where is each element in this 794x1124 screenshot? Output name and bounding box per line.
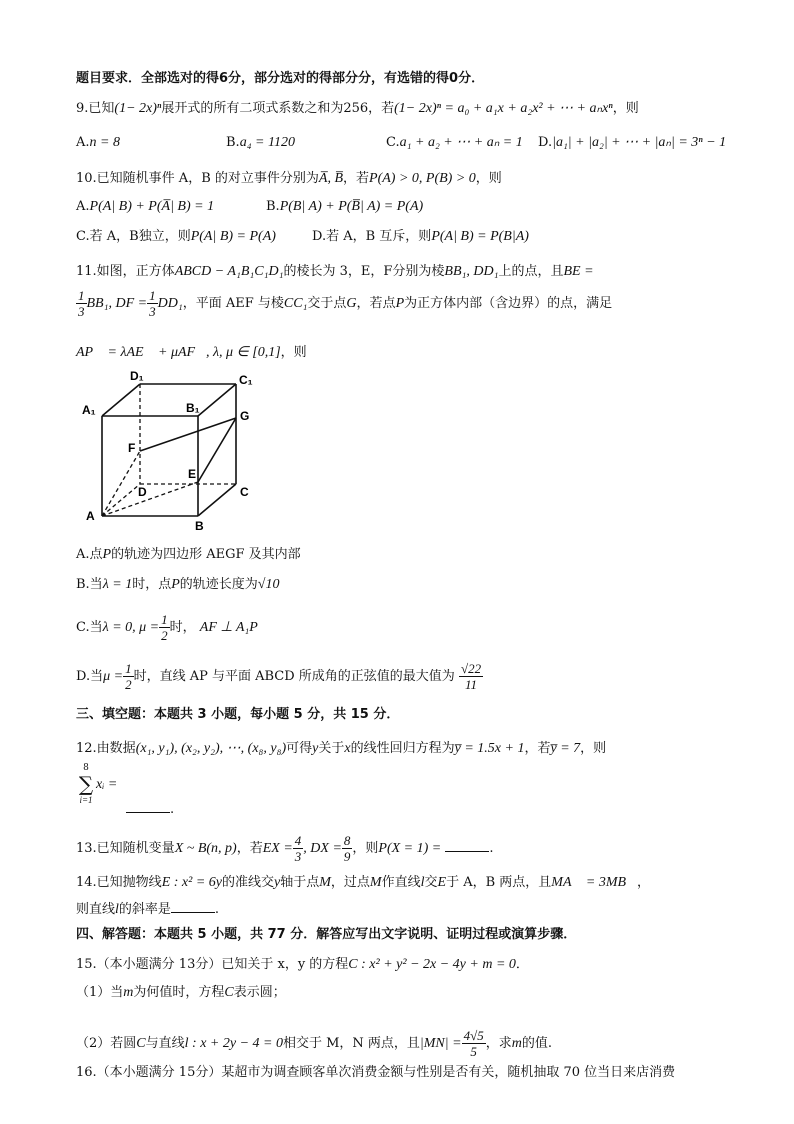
label-d: D [138, 485, 147, 499]
q15-stem: 15.（本小题满分 13分）已知关于 x，y 的方程C : x² + y² − 2x − 4y + m = 0． [76, 957, 529, 972]
math: (1− 2x)ⁿ [114, 101, 162, 116]
label-d1: D₁ [130, 369, 144, 383]
q9-option-b: B.a₄ = 1120 [226, 135, 295, 150]
q11-option-c: C.当λ = 0, μ = $\frac{1}{2}$ 时， AF ⊥ A₁P [76, 612, 258, 643]
q9-option-c: C.a₁ + a₂ + ⋯ + aₙ = 1 [386, 135, 523, 150]
q11-stem-line1: 11.如图，正方体ABCD − A₁B₁C₁D₁的棱长为 3，E，F分别为棱BB₁, DD₁上的点，且BE = [76, 264, 594, 279]
math: (1− 2x)ⁿ = a₀ + a₁x + a₂x² + ⋯ + aₙxⁿ [394, 101, 613, 116]
q14-stem: 14.已知抛物线E : x² = 6y的准线交y轴于点M，过点M作直线l交E于 A，B 两点，且MA⃗ = 3MB⃗， [76, 875, 650, 890]
q10-option-b: B.P(B| A) + P(B̅| A) = P(A) [266, 199, 424, 214]
q16-stem: 16.（本小题满分 15分）某超市为调查顾客单次消费金额与性别是否有关，随机抽取 70 位当日来店消费 [76, 1065, 676, 1080]
q12-answer-blank[interactable]: . [126, 800, 174, 819]
fraction: $\frac{8}{9}$ [343, 833, 351, 864]
q11-option-a: A.点P的轨迹为四边形 AEGF 及其内部 [76, 547, 301, 562]
label-a: A [86, 509, 95, 523]
label-c: C [240, 485, 249, 499]
fraction: $\frac{√22}{11}$ [460, 661, 482, 692]
q15-part1: （1）当m为何值时，方程C表示圆； [76, 985, 286, 1000]
fraction: $\frac{4√5}{5}$ [463, 1028, 484, 1059]
section-3-heading: 三、填空题：本题共 3 小题，每小题 5 分，共 15 分． [76, 707, 400, 722]
q10-option-a: A.P(A| B) + P(A̅| B) = 1 [76, 199, 215, 214]
fraction: $\frac{1}{3}$ [149, 288, 156, 319]
section-4-heading: 四、解答题：本题共 5 小题，共 77 分．解答应写出文字说明、证明过程或演算步骤． [76, 927, 577, 942]
label-b: B [195, 519, 204, 533]
q9-option-d: D.|a₁| + |a₂| + ⋯ + |aₙ| = 3ⁿ − 1 [538, 135, 727, 150]
q14-answer-blank[interactable] [171, 900, 215, 913]
q12-sum-expr: xᵢ = [96, 777, 118, 792]
label-c1: C₁ [239, 373, 253, 387]
summation: 8 ∑ i=1 [78, 763, 94, 805]
q11-stem-line3: AP⃗ = λAE⃗ + μAF⃗, λ, μ ∈ [0,1]，则 [76, 345, 307, 360]
q11-stem-line2: $\frac{1}{3}$ BB₁, DF = $\frac{1}{3}$ DD₁，平面 AEF 与棱CC₁交于点G，若点P为正方体内部（含边界）的点，满足 [78, 288, 613, 319]
q11-option-b: B.当λ = 1时，点P的轨迹长度为√10 [76, 577, 280, 592]
label-e: E [188, 467, 197, 481]
fraction: $\frac{1}{2}$ [125, 661, 132, 692]
label-b1: B₁ [186, 401, 200, 415]
label-g: G [240, 409, 250, 423]
fraction: $\frac{4}{3}$ [294, 833, 302, 864]
q10-option-c: C.若 A，B独立，则P(A| B) = P(A) [76, 229, 276, 244]
q13-stem: 13.已知随机变量X ~ B(n, p)，若EX = $\frac{4}{3}$ , DX = $\frac{8}{9}$ ，则P(X = 1) = . [76, 833, 494, 864]
instructions-text: 题目要求．全部选对的得6分，部分选对的得部分分，有选错的得0分． [76, 71, 485, 86]
q14-stem-line2: 则直线l的斜率是 . [76, 902, 220, 917]
q10-option-d: D.若 A，B 互斥，则P(A| B) = P(B|A) [312, 229, 529, 244]
q15-part2: （2）若圆C与直线l : x + 2y − 4 = 0相交于 M，N 两点，且|MN| = $\frac{4√5}{5}$ ，求m的值. [76, 1028, 552, 1059]
q12-stem: 12.由数据(x₁, y₁), (x₂, y₂), ⋯, (x₈, y₈)可得y关于x的线性回归方程为y̅ = 1.5x + 1，若y̅ = 7，则 [76, 741, 607, 756]
cube-figure [78, 368, 278, 540]
label-f: F [128, 441, 136, 455]
q9-option-a: A.n = 8 [76, 135, 120, 150]
fraction: $\frac{1}{2}$ [161, 612, 168, 643]
fraction: $\frac{1}{3}$ [78, 288, 85, 319]
q10-stem: 10.已知随机事件 A，B 的对立事件分别为A̅, B̅，若P(A) > 0, P(B) > 0，则 [76, 171, 502, 186]
q13-answer-blank[interactable] [445, 839, 489, 852]
label-a1: A₁ [82, 403, 96, 417]
q9-stem: 9.已知(1− 2x)ⁿ展开式的所有二项式系数之和为256，若(1− 2x)ⁿ = a₀ + a₁x + a₂x² + ⋯ + aₙxⁿ，则 [76, 101, 639, 116]
q11-option-d: D.当μ = $\frac{1}{2}$ 时，直线 AP 与平面 ABCD 所成角的正弦值的最大值为 $\frac{√22}{11}$ [76, 661, 482, 692]
